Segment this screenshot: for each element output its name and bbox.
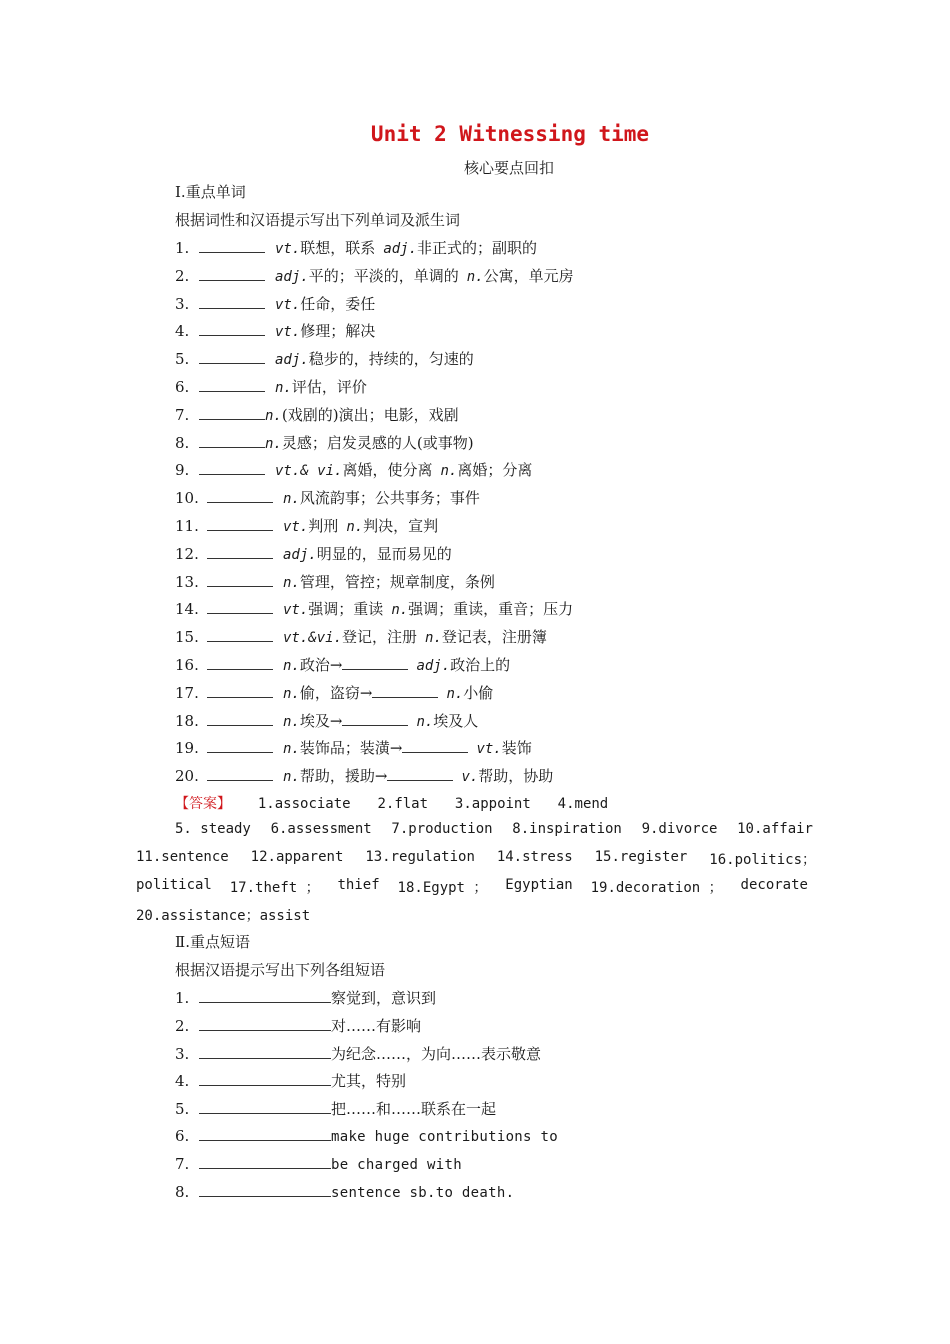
item-number: 11. [175, 517, 199, 535]
phrase-item [175, 987, 436, 1008]
definition: 公寓，单元房 [483, 266, 574, 285]
answer-blank[interactable] [199, 377, 265, 392]
part-of-speech: n. [416, 713, 434, 730]
answer-item: 13.regulation [365, 849, 475, 865]
vocab-item [175, 237, 537, 258]
definition: 明显的，显而易见的 [316, 544, 452, 563]
answer-blank[interactable] [199, 1154, 331, 1169]
phrase-item [175, 1043, 541, 1064]
derived-answer-blank[interactable] [342, 655, 408, 670]
definition: 离婚；分离 [457, 461, 533, 480]
phrase-item [175, 1070, 406, 1091]
answer-item: 4.mend [557, 796, 609, 812]
item-number: 5. [175, 350, 190, 369]
item-number: 18. [175, 711, 199, 730]
answer-blank[interactable] [199, 349, 265, 364]
derived-answer-blank[interactable] [387, 766, 453, 781]
definition: 登记表，注册簿 [441, 628, 547, 647]
definition: 装饰品；装潢→ [299, 739, 403, 758]
answer-item: 17.theft ； [229, 880, 320, 896]
phrase-text: 察觉到，意识到 [331, 989, 437, 1007]
item-number: 6. [175, 1127, 190, 1145]
part-of-speech: n. [283, 658, 300, 674]
answer-item: 9.divorce [641, 821, 718, 837]
item-number: 15. [175, 628, 199, 647]
definition: 登记，注册 [342, 628, 418, 647]
definition: 联想，联系 [300, 239, 376, 257]
item-number: 16. [175, 656, 199, 674]
part-of-speech: n. [425, 630, 442, 647]
answer-line-3 [136, 849, 816, 869]
phrase-item [175, 1098, 496, 1119]
answer-item: 2.flat [377, 796, 429, 812]
part-of-speech: vt. [476, 741, 502, 758]
part-of-speech: vt. [275, 241, 301, 257]
vocab-item [175, 487, 480, 508]
answer-item: 19.decoration ； [590, 880, 723, 896]
vocab-item [175, 710, 478, 731]
definition: 政治→ [299, 656, 343, 674]
part-of-speech: vt.& vi. [275, 463, 343, 480]
part-of-speech: adj. [275, 352, 309, 369]
answer-item: 15.register [594, 849, 688, 865]
definition: 平的；平淡的，单调的 [308, 266, 459, 285]
vocab-item [175, 459, 532, 480]
part-of-speech: n. [265, 435, 282, 452]
derived-answer-blank[interactable] [342, 711, 408, 726]
definition: 评估，评价 [291, 378, 367, 396]
answer-item: 11.sentence [136, 849, 229, 865]
phrase-text: sentence sb.to death. [331, 1184, 515, 1201]
answer-blank[interactable] [199, 1044, 331, 1059]
answer-blank[interactable] [199, 1099, 331, 1114]
answer-blank[interactable] [199, 460, 265, 475]
answer-item: Egyptian [505, 877, 573, 893]
item-number: 9. [175, 461, 190, 480]
answer-item: 16.politics； [709, 852, 816, 868]
answer-line-2 [175, 821, 813, 837]
item-number: 7. [175, 1154, 190, 1173]
definition: 强调；重读，重音；压力 [408, 600, 574, 619]
phrase-item [175, 1182, 514, 1201]
answer-blank[interactable] [207, 738, 273, 753]
section2-instruction: 根据汉语提示写出下列各组短语 [175, 961, 386, 979]
phrase-text: 对……有影响 [331, 1016, 422, 1035]
phrase-text: 把……和……联系在一起 [331, 1100, 497, 1119]
part-of-speech: adj. [416, 658, 451, 674]
item-number: 2. [175, 1016, 190, 1035]
definition: 离婚，使分离 [342, 461, 433, 480]
definition: 管理，管控；规章制度，条例 [299, 572, 495, 591]
answer-line-4 [136, 877, 808, 897]
section1-instruction: 根据词性和汉语提示写出下列单词及派生词 [175, 211, 461, 229]
definition: 稳步的，持续的，匀速的 [308, 350, 474, 369]
answer-blank[interactable] [199, 321, 265, 336]
definition: 偷，盗窃→ [299, 683, 373, 702]
item-number: 17. [175, 683, 199, 702]
vocab-item [175, 682, 493, 703]
part-of-speech: adj. [275, 268, 309, 285]
phrase-item [175, 1154, 462, 1173]
definition: 强调；重读 [308, 600, 384, 619]
definition: 帮助，协助 [478, 767, 554, 786]
part-of-speech: n. [346, 519, 364, 535]
answer-item: 1.associate [257, 796, 351, 812]
answer-blank[interactable] [207, 516, 273, 531]
answer-blank[interactable] [199, 238, 265, 253]
definition: 装饰 [501, 739, 532, 758]
definition: 埃及→ [299, 711, 343, 730]
item-number: 8. [175, 1182, 190, 1201]
definition: 判决，宣判 [363, 517, 439, 535]
answer-blank[interactable] [207, 572, 273, 587]
vocab-item [175, 626, 547, 647]
answer-blank[interactable] [207, 544, 273, 559]
answer-item: thief [337, 877, 380, 893]
answer-blank[interactable] [207, 766, 273, 781]
answer-item: political [136, 877, 212, 893]
answer-blank[interactable] [207, 683, 273, 698]
part-of-speech: adj. [383, 241, 418, 257]
definition: 灵感；启发灵感的人(或事物) [281, 433, 474, 452]
phrase-text: 尤其，特别 [331, 1072, 407, 1091]
vocab-item [175, 654, 510, 675]
part-of-speech: n. [283, 713, 300, 730]
part-of-speech: v. [461, 769, 479, 786]
vocab-item [175, 432, 474, 453]
answer-line-5: 20.assistance；assist [136, 908, 311, 924]
part-of-speech: n. [466, 268, 484, 285]
item-number: 7. [175, 405, 190, 424]
phrase-item [175, 1015, 421, 1036]
definition: 政治上的 [450, 656, 511, 674]
vocab-item [175, 320, 375, 341]
item-number: 1. [175, 239, 190, 257]
part-of-speech: vt. [283, 519, 309, 535]
item-number: 3. [175, 294, 190, 313]
answer-blank[interactable] [207, 599, 273, 614]
answer-line-1 [175, 793, 608, 813]
part-of-speech: vt. [275, 324, 301, 341]
answer-blank[interactable] [207, 488, 273, 503]
item-number: 4. [175, 322, 190, 341]
answer-blank[interactable] [207, 655, 273, 670]
vocab-item [175, 515, 438, 536]
answer-item: 3.appoint [454, 796, 531, 812]
part-of-speech: n. [440, 463, 458, 480]
definition: 修理；解决 [300, 322, 376, 341]
section1-heading: Ⅰ.重点单词 [175, 183, 246, 201]
vocab-item [175, 543, 452, 564]
answer-blank[interactable] [199, 1126, 331, 1141]
answer-blank[interactable] [199, 405, 265, 420]
definition: 非正式的；副职的 [417, 239, 538, 257]
item-number: 12. [175, 544, 199, 563]
answer-label: 【答案】 [175, 796, 231, 812]
answer-blank[interactable] [199, 1016, 331, 1031]
page-subtitle: 核心要点回扣 [463, 159, 554, 177]
answer-item: 14.stress [496, 849, 573, 865]
part-of-speech: vt. [275, 296, 301, 313]
vocab-item [175, 404, 459, 425]
answer-item: 7.production [391, 821, 493, 837]
section2-heading: Ⅱ.重点短语 [175, 933, 250, 951]
item-number: 20. [175, 767, 199, 786]
part-of-speech: vt. [283, 602, 309, 619]
definition: (戏剧的)演出；电影，戏剧 [281, 405, 459, 424]
item-number: 19. [175, 739, 199, 758]
answer-blank[interactable] [199, 1182, 331, 1197]
vocab-item [175, 293, 375, 314]
item-number: 13. [175, 572, 199, 591]
part-of-speech: n. [283, 741, 300, 758]
item-number: 3. [175, 1044, 190, 1063]
derived-answer-blank[interactable] [372, 683, 438, 698]
item-number: 6. [175, 378, 190, 396]
definition: 埃及人 [433, 711, 479, 730]
item-number: 2. [175, 266, 190, 285]
part-of-speech: n. [283, 491, 300, 508]
answer-blank[interactable] [199, 433, 265, 448]
derived-answer-blank[interactable] [402, 738, 468, 753]
answer-blank[interactable] [199, 988, 331, 1003]
vocab-item [175, 348, 474, 369]
definition: 帮助，援助→ [299, 767, 388, 786]
definition: 小偷 [463, 683, 494, 702]
answer-blank[interactable] [199, 1071, 331, 1086]
part-of-speech: n. [283, 685, 300, 702]
vocab-item [175, 265, 574, 286]
part-of-speech: vt.&vi. [283, 630, 343, 647]
vocab-item [175, 571, 495, 592]
answer-item: 6.assessment [270, 821, 372, 837]
answer-blank[interactable] [207, 627, 273, 642]
item-number: 10. [175, 489, 199, 508]
page-title: Unit 2 Witnessing time [370, 122, 650, 146]
part-of-speech: n. [283, 574, 300, 591]
definition: 风流韵事；公共事务；事件 [299, 489, 480, 508]
part-of-speech: n. [275, 380, 292, 396]
vocab-item [175, 598, 573, 619]
vocab-item [175, 765, 553, 786]
part-of-speech: adj. [283, 546, 317, 563]
vocab-item [175, 737, 532, 758]
answer-blank[interactable] [199, 294, 265, 309]
item-number: 1. [175, 989, 190, 1007]
item-number: 8. [175, 433, 190, 452]
phrase-item [175, 1126, 558, 1145]
phrase-text: 为纪念……，为向……表示敬意 [331, 1044, 542, 1063]
part-of-speech: n. [391, 602, 409, 619]
definition: 任命，委任 [300, 294, 376, 313]
part-of-speech: n. [283, 769, 300, 786]
answer-item: decorate [740, 877, 808, 893]
definition: 判刑 [308, 517, 339, 535]
part-of-speech: n. [265, 407, 282, 424]
answer-item: 18.Egypt ； [397, 880, 488, 896]
answer-item: 8.inspiration [512, 821, 622, 837]
item-number: 14. [175, 600, 199, 619]
answer-item: 5. steady [175, 821, 251, 837]
part-of-speech: n. [446, 685, 464, 702]
answer-blank[interactable] [199, 266, 265, 281]
item-number: 5. [175, 1100, 190, 1119]
vocab-item [175, 376, 367, 397]
item-number: 4. [175, 1072, 190, 1091]
phrase-text: be charged with [331, 1156, 462, 1173]
answer-blank[interactable] [207, 711, 273, 726]
answer-item: 10.affair [737, 821, 813, 837]
answer-item: 12.apparent [250, 849, 344, 865]
phrase-text: make huge contributions to [331, 1129, 558, 1145]
